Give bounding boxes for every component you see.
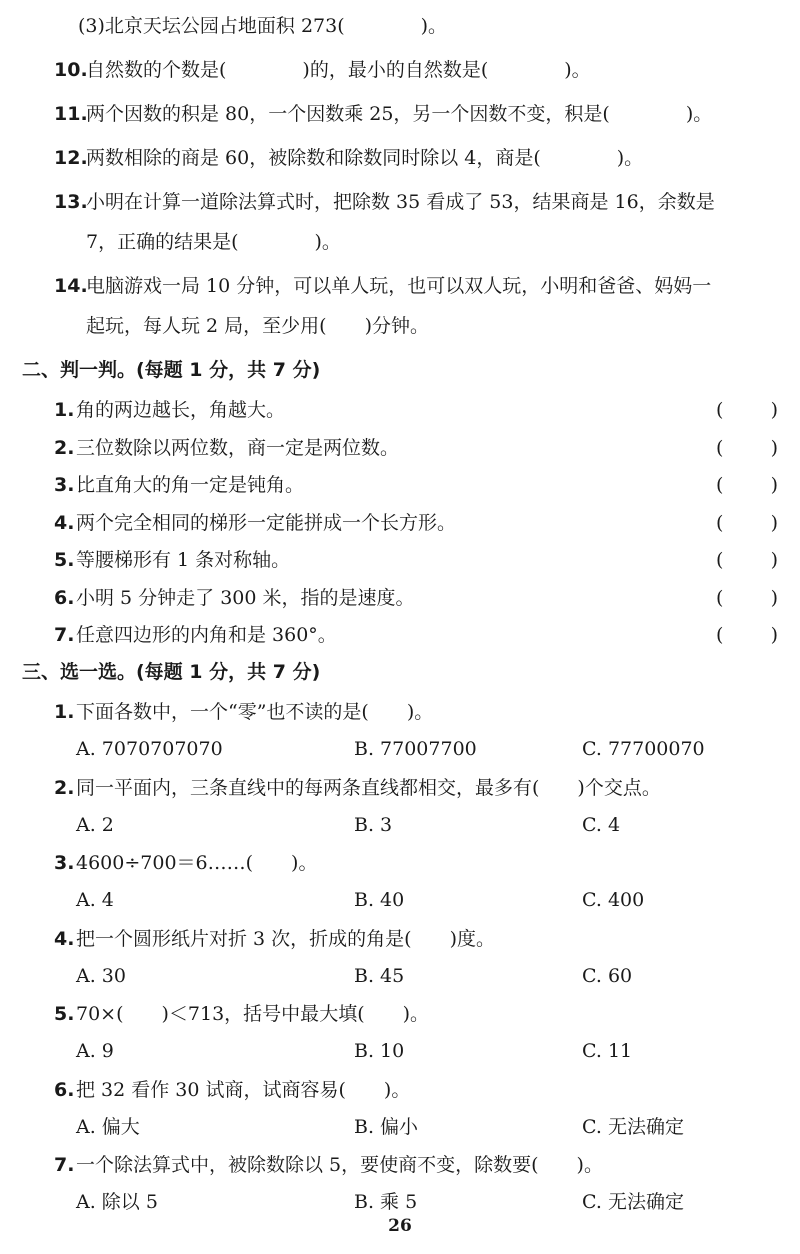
question-11 (0, 96, 800, 132)
question-text: 任意四边形的内角和是 360°。 (76, 624, 337, 646)
question-text: 等腰梯形有 1 条对称轴。 (76, 549, 291, 571)
option-a[interactable]: A. 偏大 (76, 1115, 140, 1138)
question-number: 7. (54, 624, 75, 646)
paren-close: ) (770, 511, 778, 534)
question-number: 2. (54, 436, 75, 459)
question-text: 两个完全相同的梯形一定能拼成一个长方形。 (76, 511, 457, 534)
answer-parentheses[interactable] (716, 467, 778, 503)
question-number: 6. (54, 1078, 75, 1101)
question-9-3 (0, 8, 800, 44)
question-text: 同一平面内，三条直线中的每两条直线都相交，最多有( )个交点。 (76, 776, 661, 799)
question-14 (0, 268, 800, 304)
question-text: 一个除法算式中，被除数除以 5，要使商不变，除数要( )。 (76, 1154, 603, 1176)
question-text: 比直角大的角一定是钝角。 (76, 474, 305, 496)
option-a[interactable]: A. 9 (76, 1040, 114, 1062)
question-12 (0, 140, 800, 176)
option-b[interactable]: B. 偏小 (354, 1115, 419, 1138)
option-a[interactable]: A. 30 (76, 964, 126, 987)
judge-item (0, 542, 800, 578)
paren-open: ( (716, 624, 724, 646)
judge-item (0, 467, 800, 503)
option-c[interactable]: C. 77700070 (582, 738, 705, 760)
question-text: 自然数的个数是( )的，最小的自然数是( )。 (86, 59, 591, 81)
choice-question (0, 1072, 800, 1108)
page-number: 26 (388, 1216, 412, 1236)
choice-question (0, 845, 800, 881)
question-number: 11. (54, 103, 88, 125)
question-text: 小明 5 分钟走了 300 米，指的是速度。 (76, 586, 415, 609)
question-number: 5. (54, 1003, 75, 1025)
judge-item (0, 430, 800, 466)
question-number: 7. (54, 1154, 75, 1176)
paren-close: ) (770, 586, 778, 609)
choice-question (0, 1147, 800, 1183)
question-text: 电脑游戏一局 10 分钟，可以单人玩，也可以双人玩，小明和爸爸、妈妈一 (86, 275, 712, 297)
section-title: 三、选一选。(每题 1 分，共 7 分) (22, 661, 321, 683)
judge-item (0, 392, 800, 428)
paren-close: ) (770, 399, 778, 421)
choice-question (0, 770, 800, 806)
option-c[interactable]: C. 无法确定 (582, 1191, 684, 1213)
question-text: 7，正确的结果是( )。 (86, 231, 341, 253)
choice-question (0, 996, 800, 1032)
question-number: 4. (54, 927, 75, 950)
answer-parentheses[interactable] (716, 505, 778, 541)
answer-parentheses[interactable] (716, 580, 778, 616)
judge-item (0, 505, 800, 541)
option-b[interactable]: B. 40 (354, 889, 405, 911)
option-a[interactable]: A. 除以 5 (76, 1191, 158, 1213)
judge-item (0, 580, 800, 616)
paren-close: ) (770, 436, 778, 459)
question-text: 三位数除以两位数，商一定是两位数。 (76, 436, 400, 459)
option-a[interactable]: A. 2 (76, 813, 114, 836)
question-13 (0, 184, 800, 220)
paren-close: ) (770, 549, 778, 571)
paren-open: ( (716, 549, 724, 571)
question-number: 1. (54, 701, 75, 723)
question-number: 10. (54, 59, 88, 81)
answer-parentheses[interactable] (716, 617, 778, 653)
question-text: 70×( )＜713，括号中最大填( )。 (76, 1003, 430, 1025)
question-10 (0, 52, 800, 88)
question-14-cont (0, 308, 800, 344)
question-text: 两个因数的积是 80，一个因数乘 25，另一个因数不变，积是( )。 (86, 103, 713, 125)
question-number: 3. (54, 852, 75, 874)
question-text: 把 32 看作 30 试商，试商容易( )。 (76, 1078, 411, 1101)
paren-close: ) (770, 624, 778, 646)
question-number: 5. (54, 549, 75, 571)
option-b[interactable]: B. 10 (354, 1040, 405, 1062)
option-b[interactable]: B. 3 (354, 813, 393, 836)
question-number: 2. (54, 776, 75, 799)
choice-options (0, 807, 800, 843)
choice-options (0, 958, 800, 994)
question-text: 下面各数中，一个“零”也不读的是( )。 (76, 701, 434, 723)
question-number: 6. (54, 586, 75, 609)
judge-item (0, 617, 800, 653)
section-title: 二、判一判。(每题 1 分，共 7 分) (22, 359, 321, 381)
question-text: 起玩，每人玩 2 局，至少用( )分钟。 (86, 315, 429, 337)
question-number: 1. (54, 399, 75, 421)
paren-open: ( (716, 436, 724, 459)
choice-options (0, 882, 800, 918)
question-text: 4600÷700＝6……( )。 (76, 852, 318, 874)
paren-close: ) (770, 474, 778, 496)
question-text: 把一个圆形纸片对折 3 次，折成的角是( )度。 (76, 927, 495, 950)
question-number: 12. (54, 147, 88, 169)
question-number: 14. (54, 275, 88, 297)
question-number: 3. (54, 474, 75, 496)
option-b[interactable]: B. 77007700 (354, 738, 477, 760)
answer-parentheses[interactable] (716, 542, 778, 578)
option-c[interactable]: C. 400 (582, 889, 645, 911)
choice-options (0, 731, 800, 767)
option-a[interactable]: A. 7070707070 (76, 738, 223, 760)
paren-open: ( (716, 399, 724, 421)
answer-parentheses[interactable] (716, 430, 778, 466)
paren-open: ( (716, 474, 724, 496)
option-a[interactable]: A. 4 (76, 889, 114, 911)
choice-options (0, 1109, 800, 1145)
answer-parentheses[interactable] (716, 392, 778, 428)
paren-open: ( (716, 586, 724, 609)
choice-options (0, 1184, 800, 1220)
option-b[interactable]: B. 45 (354, 964, 405, 987)
question-text: 小明在计算一道除法算式时，把除数 35 看成了 53，结果商是 16，余数是 (86, 191, 715, 213)
choice-options (0, 1033, 800, 1069)
question-text: (3)北京天坛公园占地面积 273( )。 (78, 15, 448, 37)
question-number: 13. (54, 191, 88, 213)
question-text: 两数相除的商是 60，被除数和除数同时除以 4，商是( )。 (86, 147, 644, 169)
option-c[interactable]: C. 无法确定 (582, 1115, 684, 1138)
option-c[interactable]: C. 11 (582, 1040, 633, 1062)
section-judge-title (0, 352, 800, 388)
choice-question (0, 694, 800, 730)
question-text: 角的两边越长，角越大。 (76, 399, 286, 421)
option-c[interactable]: C. 60 (582, 964, 633, 987)
question-number: 4. (54, 511, 75, 534)
choice-question (0, 921, 800, 957)
option-c[interactable]: C. 4 (582, 813, 621, 836)
section-choose-title (0, 654, 800, 690)
question-13-cont (0, 224, 800, 260)
paren-open: ( (716, 511, 724, 534)
option-b[interactable]: B. 乘 5 (354, 1191, 418, 1213)
